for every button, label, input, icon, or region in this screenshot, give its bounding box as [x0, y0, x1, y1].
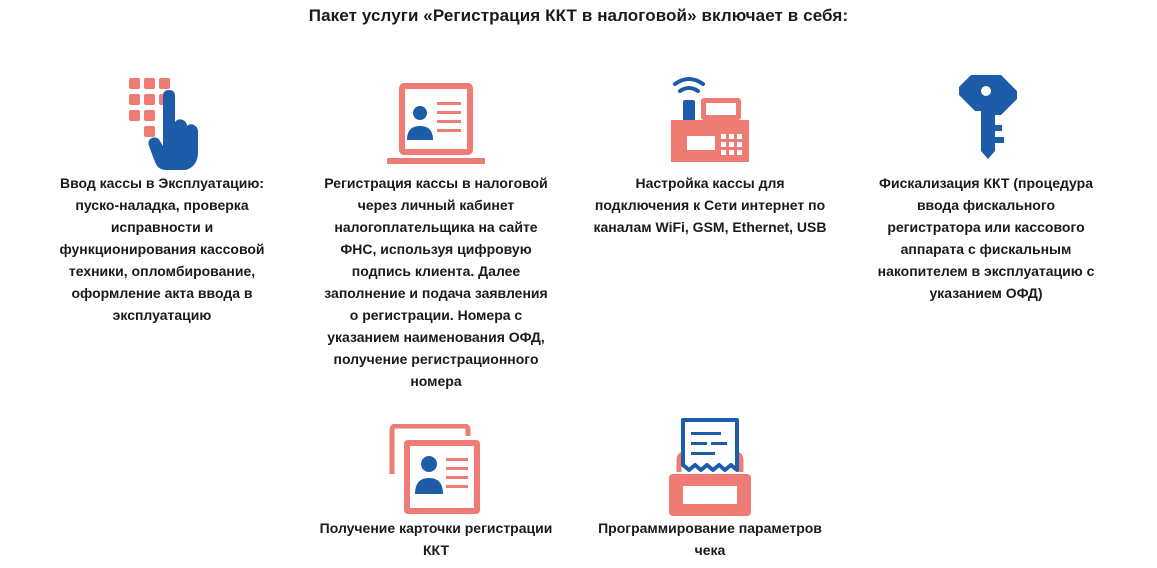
item-text-line: указанием наименования ОФД,: [327, 329, 545, 345]
item-text-line: Программирование параметров: [598, 520, 822, 536]
item-text-line: исправности и: [110, 219, 214, 235]
registration-card-icon: [386, 424, 486, 516]
item-text-line: регистратора или кассового: [887, 219, 1085, 235]
item-text-line: Регистрация кассы в налоговой: [324, 175, 548, 191]
service-item-receipt-programming: [580, 418, 840, 561]
item-text-line: функционирования кассовой: [59, 241, 265, 257]
item-text-line: Фискализация ККТ (процедура: [879, 175, 1093, 191]
service-item-commissioning: [32, 74, 292, 326]
item-text-line: оформление акта ввода в: [71, 285, 253, 301]
item-text-line: эксплуатацию: [112, 307, 212, 323]
receipt-printer-icon: [665, 418, 755, 516]
item-text-line: накопителем в эксплуатацию с: [877, 263, 1095, 279]
item-text-line: Получение карточки регистрации: [319, 520, 553, 536]
service-item-fiscalization: [856, 74, 1116, 304]
item-text-line: Ввод кассы в Эксплуатацию:: [60, 175, 264, 191]
item-text-line: заполнение и подача заявления: [324, 285, 548, 301]
laptop-profile-icon: [386, 74, 486, 170]
item-text-line: ввода фискального: [916, 197, 1056, 213]
service-item-tax-registration: [306, 74, 566, 392]
item-text-line: о регистрации. Номера с: [349, 307, 523, 323]
item-text-line: подключения к Сети интернет по: [594, 197, 826, 213]
item-text-line: каналам WiFi, GSM, Ethernet, USB: [593, 219, 827, 235]
keypad-hand-icon: [117, 74, 207, 170]
item-text-line: номера: [410, 373, 462, 389]
item-text-line: налогоплательщика на сайте: [334, 219, 538, 235]
service-item-network-setup: [580, 74, 840, 238]
item-text-line: подпись клиента. Далее: [351, 263, 521, 279]
page-title: Пакет услуги «Регистрация ККТ в налоговой» включает в себя:: [308, 6, 849, 25]
item-text-line: получение регистрационного: [333, 351, 539, 367]
item-text-line: пуско-наладка, проверка: [75, 197, 249, 213]
item-text-line: чека: [694, 542, 726, 558]
item-text-line: указанием ОФД): [929, 285, 1043, 301]
service-item-registration-card: [306, 424, 566, 561]
item-text-line: ККТ: [423, 542, 449, 558]
item-text-line: аппарата с фискальным: [900, 241, 1072, 257]
item-text-line: через личный кабинет: [357, 197, 515, 213]
item-text-line: техники, опломбирование,: [68, 263, 256, 279]
key-icon: [951, 74, 1021, 170]
item-text-line: ФНС, используя цифровую: [340, 241, 532, 257]
item-text-line: Настройка кассы для: [635, 175, 785, 191]
cash-register-wifi-icon: [665, 74, 755, 170]
